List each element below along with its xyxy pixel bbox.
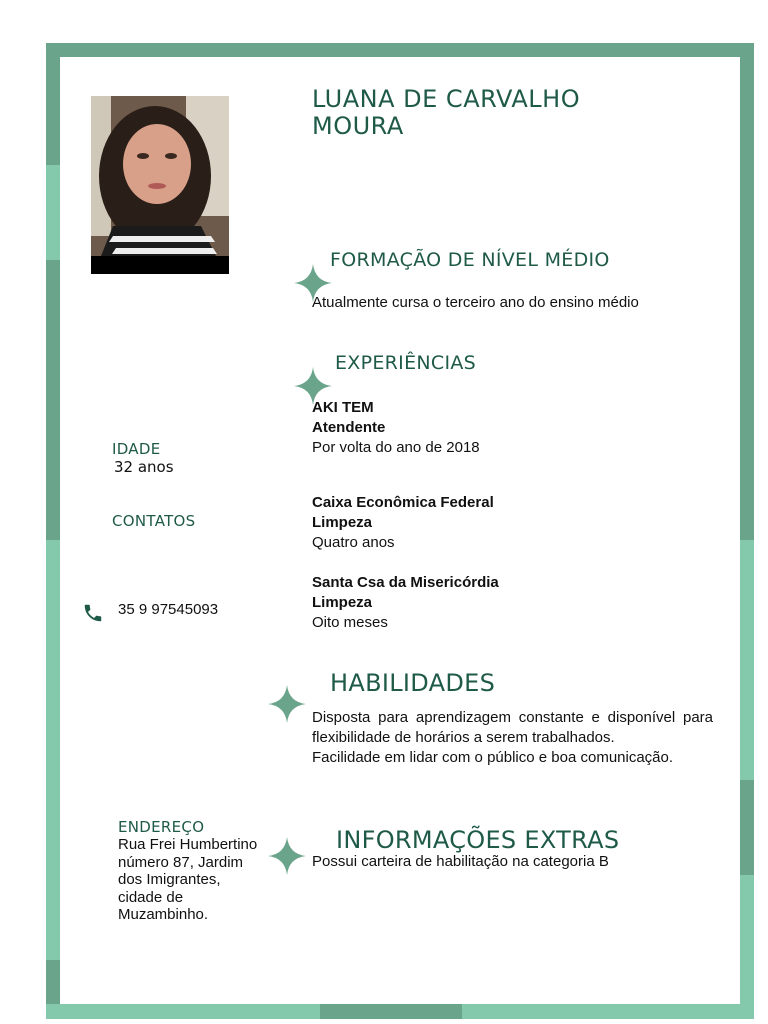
frame-top (46, 43, 754, 57)
age-value: 32 anos (114, 458, 174, 476)
experience-role: Limpeza (312, 594, 373, 611)
four-point-star-icon (268, 685, 306, 723)
address-line: dos Imigrantes, (118, 871, 221, 888)
experience-company: Caixa Econômica Federal (312, 494, 494, 511)
experience-period: Quatro anos (312, 534, 395, 551)
address-label: ENDEREÇO (118, 818, 205, 836)
skills-title: HABILIDADES (330, 669, 496, 697)
frame-left-light (46, 165, 60, 260)
phone-icon (82, 602, 104, 624)
extras-title: INFORMAÇÕES EXTRAS (336, 826, 620, 854)
contacts-label: CONTATOS (112, 512, 196, 530)
experience-company: Santa Csa da Misericórdia (312, 574, 499, 591)
experience-period: Por volta do ano de 2018 (312, 439, 480, 456)
frame-right (740, 43, 754, 1019)
skills-text-1: Disposta para aprendizagem constante e disponível para flexibilidade de horários a serem trabalhados. (312, 709, 713, 746)
frame-left-light (46, 540, 60, 960)
frame-right-light (740, 875, 754, 1019)
experience-period: Oito meses (312, 614, 388, 631)
address-line: Rua Frei Humbertino (118, 836, 258, 853)
age-label: IDADE (112, 440, 161, 458)
experience-company: AKI TEM (312, 399, 374, 416)
candidate-name (312, 86, 580, 140)
candidate-name-line2: MOURA (312, 112, 404, 140)
profile-photo (91, 96, 229, 274)
experience-item (312, 398, 480, 458)
skills-text-2: Facilidade em lidar com o público e boa comunicação. (312, 749, 674, 766)
experience-title: EXPERIÊNCIAS (335, 352, 477, 374)
address-line: Muzambinho. (118, 906, 209, 923)
education-text: Atualmente cursa o terceiro ano do ensino médio (312, 294, 639, 311)
frame-bottom-dark (320, 1004, 462, 1019)
candidate-name-line1: LUANA DE CARVALHO (312, 85, 581, 113)
profile-photo-image (91, 96, 229, 274)
experience-role: Limpeza (312, 514, 373, 531)
experience-role: Atendente (312, 419, 386, 436)
phone-number[interactable]: 35 9 97545093 (118, 601, 219, 618)
address-line: número 87, Jardim (118, 853, 244, 871)
frame-right-light (740, 540, 754, 780)
extras-text: Possui carteira de habilitação na categoria B (312, 853, 609, 870)
four-point-star-icon (268, 837, 306, 875)
address-text (118, 836, 257, 924)
education-title: FORMAÇÃO DE NÍVEL MÉDIO (330, 249, 610, 271)
experience-item (312, 573, 499, 633)
experience-item (312, 493, 494, 553)
address-line: cidade de (118, 888, 184, 906)
